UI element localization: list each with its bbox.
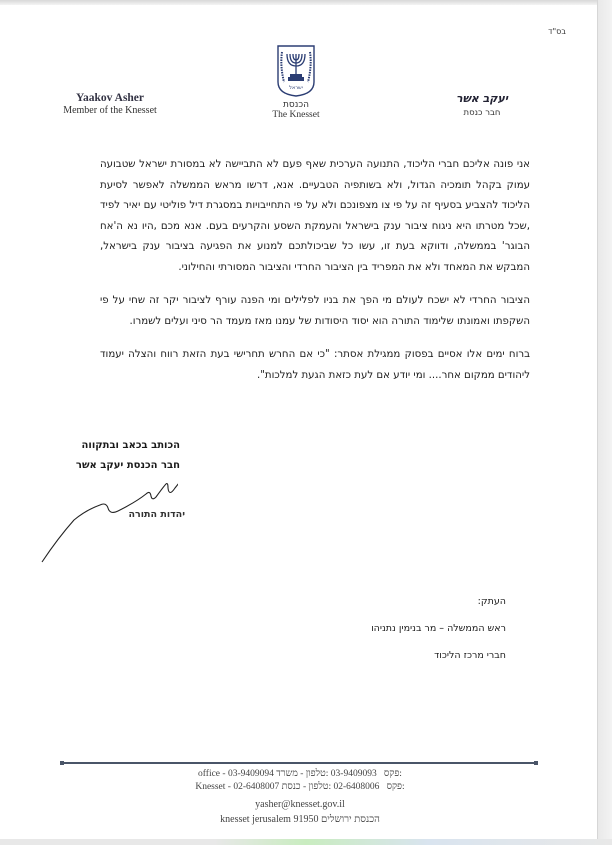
body-paragraph: ברוח ימים אלו אסיים בפסוק ממגילת אסתר: "כי אם החרש תחרישי בעת הזאת רווח והצלה יעמוד ליהודים ממקום אחר.... ומי יודע אם לעת כזאת הגעת למלכות". — [100, 349, 530, 381]
letter-body — [100, 155, 530, 399]
body-paragraph: אני פונה אליכם חברי הליכוד, התנועה הערכית שאף פעם לא התביישה לא במסורת ישראל שטבועה עמוק בקהל תומכיה הגדול, ולא בשותפיה הטבעיים. אנא, דרשו מראש הממשלה לאפשר לסיעת הליכוד להצביע בסעיף זה על פי צו מצפונכם ולא על פי התחייבויות במסגרת דיל פוליטי עם יאיר לפיד ,שכל מטרתו היא ניגוח ציבור ענק בישראל והעמקת השסע והקרעים בעם. אנא מכם ,היו נא ה'אח הבוגר' בממשלה, ודווקא בעת זו, עשו כל שביכולתכם למנוע את הפגיעה בציבור ענק בישראל, המבקש את המאחד ולא את המפריד בין הציבור החרדי והציבור המסורתי והחילוני. — [100, 159, 530, 273]
scan-bottom-edge — [0, 839, 612, 845]
english-letterhead — [50, 92, 170, 116]
english-role: Member of the Knesset — [63, 105, 157, 116]
knesset-contact-line: Knesset - 02-6408007 :פקס 02-6408006 :טלפון - כנסת — [195, 782, 405, 792]
cc-label: העתק: — [477, 596, 506, 607]
office-contact-line: office - 03-9409094 :פקס 03-9409093 :טלפון - משרד — [198, 769, 402, 779]
hebrew-name: יעקב אשר — [455, 92, 509, 105]
postal-address: knesset jerusalem 91950 הכנסת ירושלים — [220, 814, 380, 825]
email-address: yasher@knesset.gov.il — [255, 799, 345, 810]
scan-top-edge — [0, 0, 598, 5]
party-name: יהדות התורה — [128, 509, 185, 520]
cc-recipient: חברי מרכז הליכוד — [434, 650, 506, 661]
scan-right-edge — [597, 0, 612, 845]
knesset-emblem-block — [256, 44, 336, 120]
svg-text:ישראל: ישראל — [289, 85, 303, 91]
contact-footer — [150, 768, 450, 826]
english-name: Yaakov Asher — [75, 92, 145, 104]
religious-ref-mark: בס"ד — [548, 27, 566, 36]
menorah-emblem-icon — [276, 44, 316, 98]
emblem-label-hebrew: הכנסת — [283, 100, 309, 110]
cc-block — [246, 596, 506, 677]
hebrew-role: חבר כנסת — [463, 108, 501, 118]
signer-title: חבר הכנסת יעקב אשר — [75, 460, 180, 471]
closing-line: הכותב בכאב ובתקווה — [81, 440, 180, 451]
footer-divider — [60, 762, 538, 764]
body-paragraph: הציבור החרדי לא ישכח לעולם מי הפך את בניו לפלילים ומי הפנה עורף לציבור יקר זה שחי על פי השקפתו ואמונתו שלימוד התורה הוא יסוד היסודות של עמנו מאז מעמד הר סיני ועלים לשמרו. — [100, 295, 530, 327]
cc-recipient: ראש הממשלה – מר בנימין נתניהו — [371, 623, 506, 634]
emblem-label-english: The Knesset — [272, 110, 320, 120]
hebrew-letterhead — [442, 92, 522, 118]
